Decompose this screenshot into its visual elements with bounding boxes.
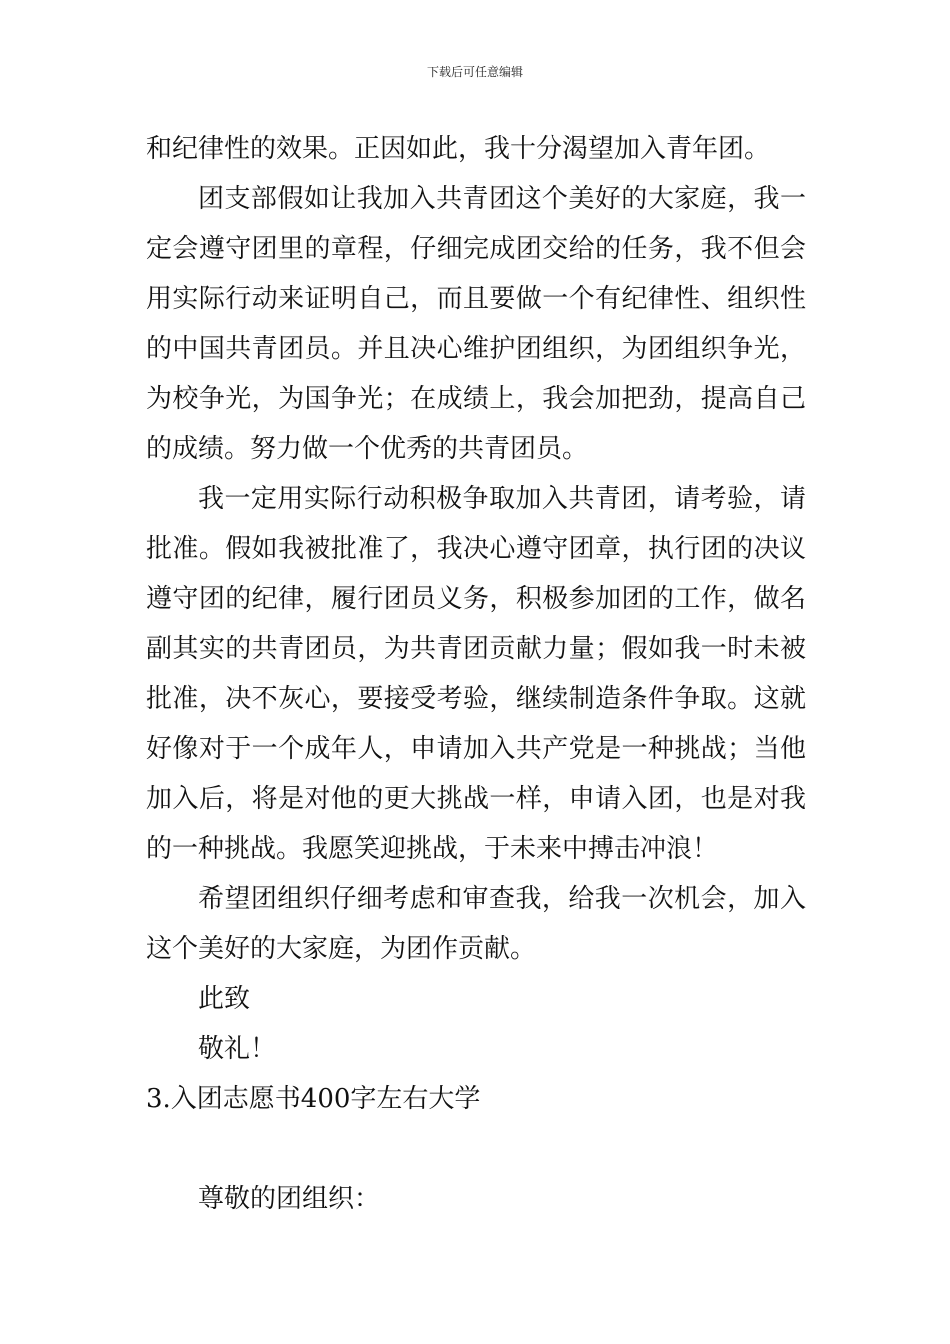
text-line: 这个美好的大家庭，为团作贡献。 (146, 934, 537, 964)
text-line: 加入后，将是对他的更大挑战一样，申请入团，也是对我 (146, 784, 806, 814)
section-heading: 3.入团志愿书400字左右大学 (146, 1084, 481, 1114)
text-line: 好像对于一个成年人，申请加入共产党是一种挑战；当他 (146, 734, 806, 764)
text-line: 遵守团的纪律，履行团员义务，积极参加团的工作，做名 (146, 584, 806, 614)
text-line: 的中国共青团员。并且决心维护团组织，为团组织争光， (146, 334, 806, 364)
text-line: 的一种挑战。我愿笑迎挑战，于未来中搏击冲浪！ (146, 834, 719, 864)
paragraph-first-line: 希望团组织仔细考虑和审查我，给我一次机会，加入 (198, 884, 806, 914)
document-body (146, 124, 806, 1224)
paragraph-first-line: 团支部假如让我加入共青团这个美好的大家庭，我一 (198, 184, 806, 214)
closing-line: 此致 (198, 984, 251, 1014)
text-line: 和纪律性的效果。正因如此，我十分渴望加入青年团。 (146, 134, 771, 164)
text-line: 的成绩。努力做一个优秀的共青团员。 (146, 434, 589, 464)
text-line: 副其实的共青团员，为共青团贡献力量；假如我一时未被 (146, 634, 806, 664)
text-line: 定会遵守团里的章程，仔细完成团交给的任务，我不但会 (146, 234, 806, 264)
greeting-line: 尊敬的团组织： (198, 1184, 381, 1214)
text-line: 批准，决不灰心，要接受考验，继续制造条件争取。这就 (146, 684, 806, 714)
text-line: 用实际行动来证明自己，而且要做一个有纪律性、组织性 (146, 284, 806, 314)
text-line: 为校争光，为国争光；在成绩上，我会加把劲，提高自己 (146, 384, 806, 414)
closing-salutation: 敬礼！ (198, 1034, 277, 1064)
text-line: 批准。假如我被批准了，我决心遵守团章，执行团的决议 (146, 534, 806, 564)
page-header: 下载后可任意编辑 (426, 65, 523, 79)
paragraph-first-line: 我一定用实际行动积极争取加入共青团，请考验，请 (198, 484, 806, 514)
blank-line (146, 1124, 806, 1174)
